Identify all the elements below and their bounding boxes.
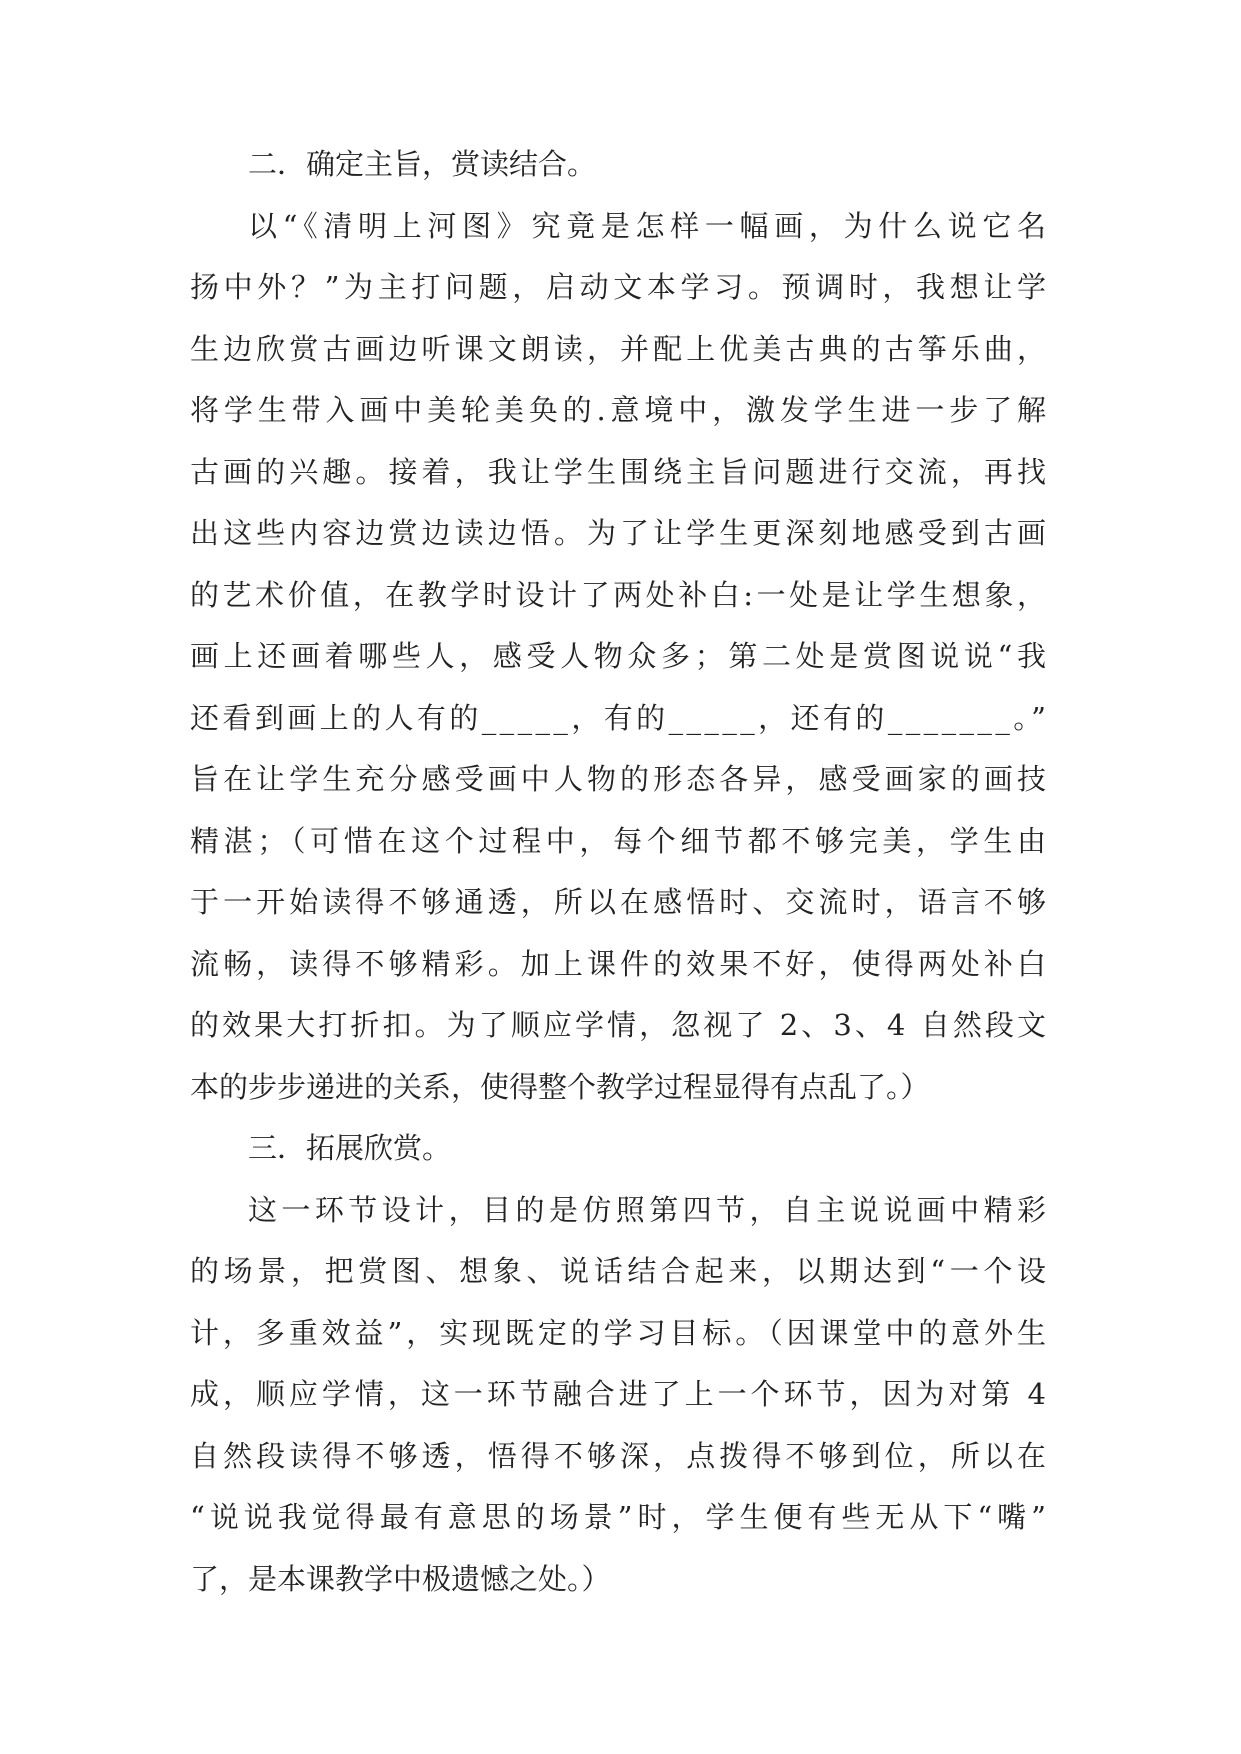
text-line: 的场景，把赏图、想象、说话结合起来，以期达到“一个设: [190, 1254, 1051, 1288]
text-line: 精湛；（可惜在这个过程中，每个细节都不够完美，学生由: [190, 823, 1051, 858]
text-line: 旨在让学生充分感受画中人物的形态各异，感受画家的画技: [190, 762, 1051, 796]
text-line: 成，顺应学情，这一环节融合进了上一个环节，因为对第 4: [190, 1377, 1050, 1411]
text-line: 将学生带入画中美轮美奂的.意境中，激发学生进一步了解: [190, 393, 1051, 427]
text-line: 了，是本课教学中极遗憾之处。）: [190, 1561, 611, 1596]
text-line: 的效果大打折扣。为了顺应学情，忽视了 2、3、4 自然段文: [190, 1008, 1050, 1042]
text-line: 流畅，读得不够精彩。加上课件的效果不好，使得两处补白: [190, 946, 1051, 981]
text-line: 本的步步递进的关系，使得整个教学过程显得有点乱了。）: [190, 1069, 930, 1104]
text-line: 古画的兴趣。接着，我让学生围绕主旨问题进行交流，再找: [190, 454, 1051, 489]
text-line: 还看到画上的人有的_____，有的_____，还有的_______。”: [190, 700, 1050, 735]
text-line: 于一开始读得不够通透，所以在感悟时、交流时，语言不够: [190, 885, 1051, 919]
paragraph-first-line: 三．拓展欣赏。: [248, 1131, 452, 1165]
text-line: 的艺术价值，在教学时设计了两处补白:一处是让学生想象，: [190, 577, 1050, 612]
text-line: 出这些内容边赏边读边悟。为了让学生更深刻地感受到古画: [190, 516, 1051, 550]
paragraph-first-line: 以“《清明上河图》究竟是怎样一幅画，为什么说它名: [248, 208, 1052, 243]
paragraph-first-line: 二．确定主旨，赏读结合。: [248, 147, 597, 181]
text-line: “说说我觉得最有意思的场景”时，学生便有些无从下“嘴”: [190, 1500, 1051, 1534]
text-line: 画上还画着哪些人，感受人物众多；第二处是赏图说说“我: [190, 639, 1051, 673]
paragraph-first-line: 这一环节设计，目的是仿照第四节，自主说说画中精彩: [248, 1192, 1051, 1227]
text-line: 计，多重效益”，实现既定的学习目标。（因课堂中的意外生: [190, 1315, 1050, 1350]
text-line: 自然段读得不够透，悟得不够深，点拨得不够到位，所以在: [190, 1438, 1051, 1473]
text-line: 生边欣赏古画边听课文朗读，并配上优美古典的古筝乐曲，: [190, 331, 1051, 366]
text-line: 扬中外？”为主打问题，启动文本学习。预调时，我想让学: [190, 270, 1051, 304]
